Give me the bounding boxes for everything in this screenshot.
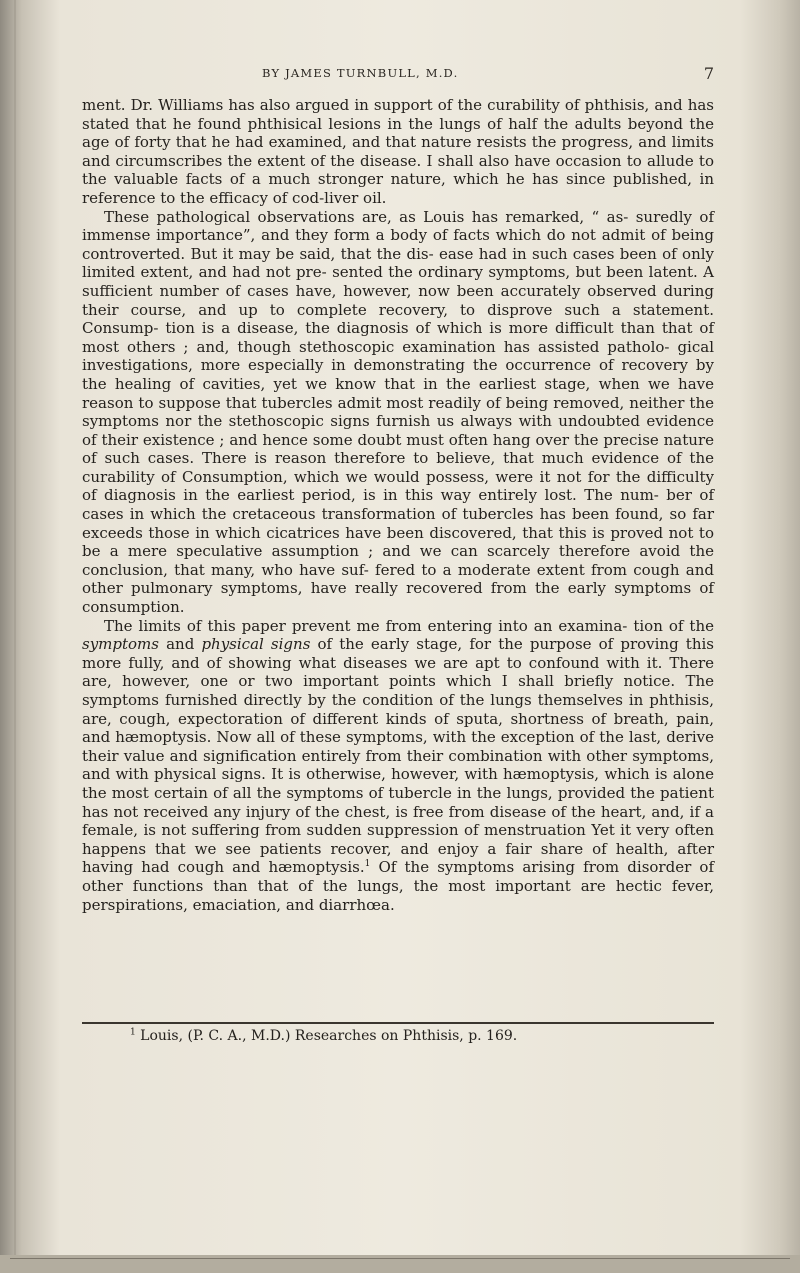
footnote-reference: 1 (364, 859, 371, 870)
page-header (82, 66, 714, 88)
paragraph-2: These pathological observations are, as Louis has remarked, “ as- suredly of immense importance”, and they form a body of facts which do not admit of being controverted. But it may be said, that the dis- ease had in such cases been of only limited extent, and had not pre- sented the ordinary symptoms, but been latent. A sufficient number of cases have, however, now been accurately observed during their course, and up to complete recovery, to disprove such a statement. Consump- tion is a disease, the diagnosis of which is more difficult than that of most others ; and, though stethoscopic examination has assisted patholo- gical investigations, more especially in demonstrating the occurrence of recovery by the healing of cavities, yet we know that in the earliest stage, when we have reason to suppose that tubercles admit most readily of being removed, neither the symptoms nor the stethoscopic signs furnish us always with undoubted evidence of their existence ; and hence some doubt must often hang over the precise nature of such cases. There is reason therefore to believe, that much evidence of the curability of Consumption, which we would possess, were it not for the difficulty of diagnosis in the earliest period, is in this way entirely lost. The num- ber of cases in which the cretaceous transformation of tubercles has been found, so far exceeds those in which cicatrices have been discovered, that this is proved not to be a mere speculative assumption ; and we can scarcely therefore avoid the conclusion, that many, who have suf- fered to a moderate extent from cough and other pulmonary symptoms, have really recovered from the early symptoms of consumption. (82, 207, 714, 617)
paragraph-3 (82, 617, 714, 915)
footnote-text: Louis, (P. C. A., M.D.) Researches on Phthisis, p. 169. (135, 1028, 518, 1044)
body-text (82, 96, 714, 914)
paragraph-3-text: and (158, 635, 202, 654)
italic-physical-signs: physical signs (201, 635, 311, 654)
paragraph-3-text: The limits of this paper prevent me from entering into an examina- tion of the (104, 616, 714, 635)
paragraph-3-text: Of the symptoms arising from disorder of other functions than that of the lungs, the most important are hectic fever, perspirations, emaciation, and diarrhœa. (82, 858, 714, 914)
page-gutter (14, 0, 16, 1273)
page-bottom-rule (10, 1258, 790, 1259)
page-number: 7 (703, 64, 714, 83)
running-head: BY JAMES TURNBULL, M.D. (262, 66, 459, 80)
paragraph-1: ment. Dr. Williams has also argued in support of the curability of phthisis, and has stated that he found phthisical lesions in the lungs of half the adults beyond the age of forty that he had examined, and that nature resists the progress, and limits and circumscribes the extent of the disease. I shall also have occasion to allude to the valuable facts of a much stronger nature, which he has since published, in reference to the efficacy of cod-liver oil. (82, 96, 714, 207)
footnote-rule (82, 1022, 714, 1024)
footnote (130, 1028, 517, 1044)
italic-symptoms: symptoms (82, 635, 159, 654)
paragraph-3-text: of the early stage, for the purpose of proving this more fully, and of showing what diseases we are apt to confound with it. There are, however, one or two important points which I shall briefly notice. The symptoms furnished directly by the condition of the lungs themselves in phthisis, are, cough, expectoration of different kinds of sputa, shortness of breath, pain, and hæmoptysis. Now all of these symptoms, with the exception of the last, derive their value and signification entirely from their combination with other symptoms, and with physical signs. It is otherwise, however, with hæmoptysis, which is alone the most certain of all the symptoms of tubercle in the lungs, provided the patient has not received any injury of the chest, is free from disease of the heart, and, if a female, is not suffering from sudden suppression of menstruation Yet it very often happens that we see patients recover, and enjoy a fair share of health, after having had cough and hæmoptysis. (82, 635, 714, 877)
footnote-mark: 1 (130, 1027, 136, 1038)
